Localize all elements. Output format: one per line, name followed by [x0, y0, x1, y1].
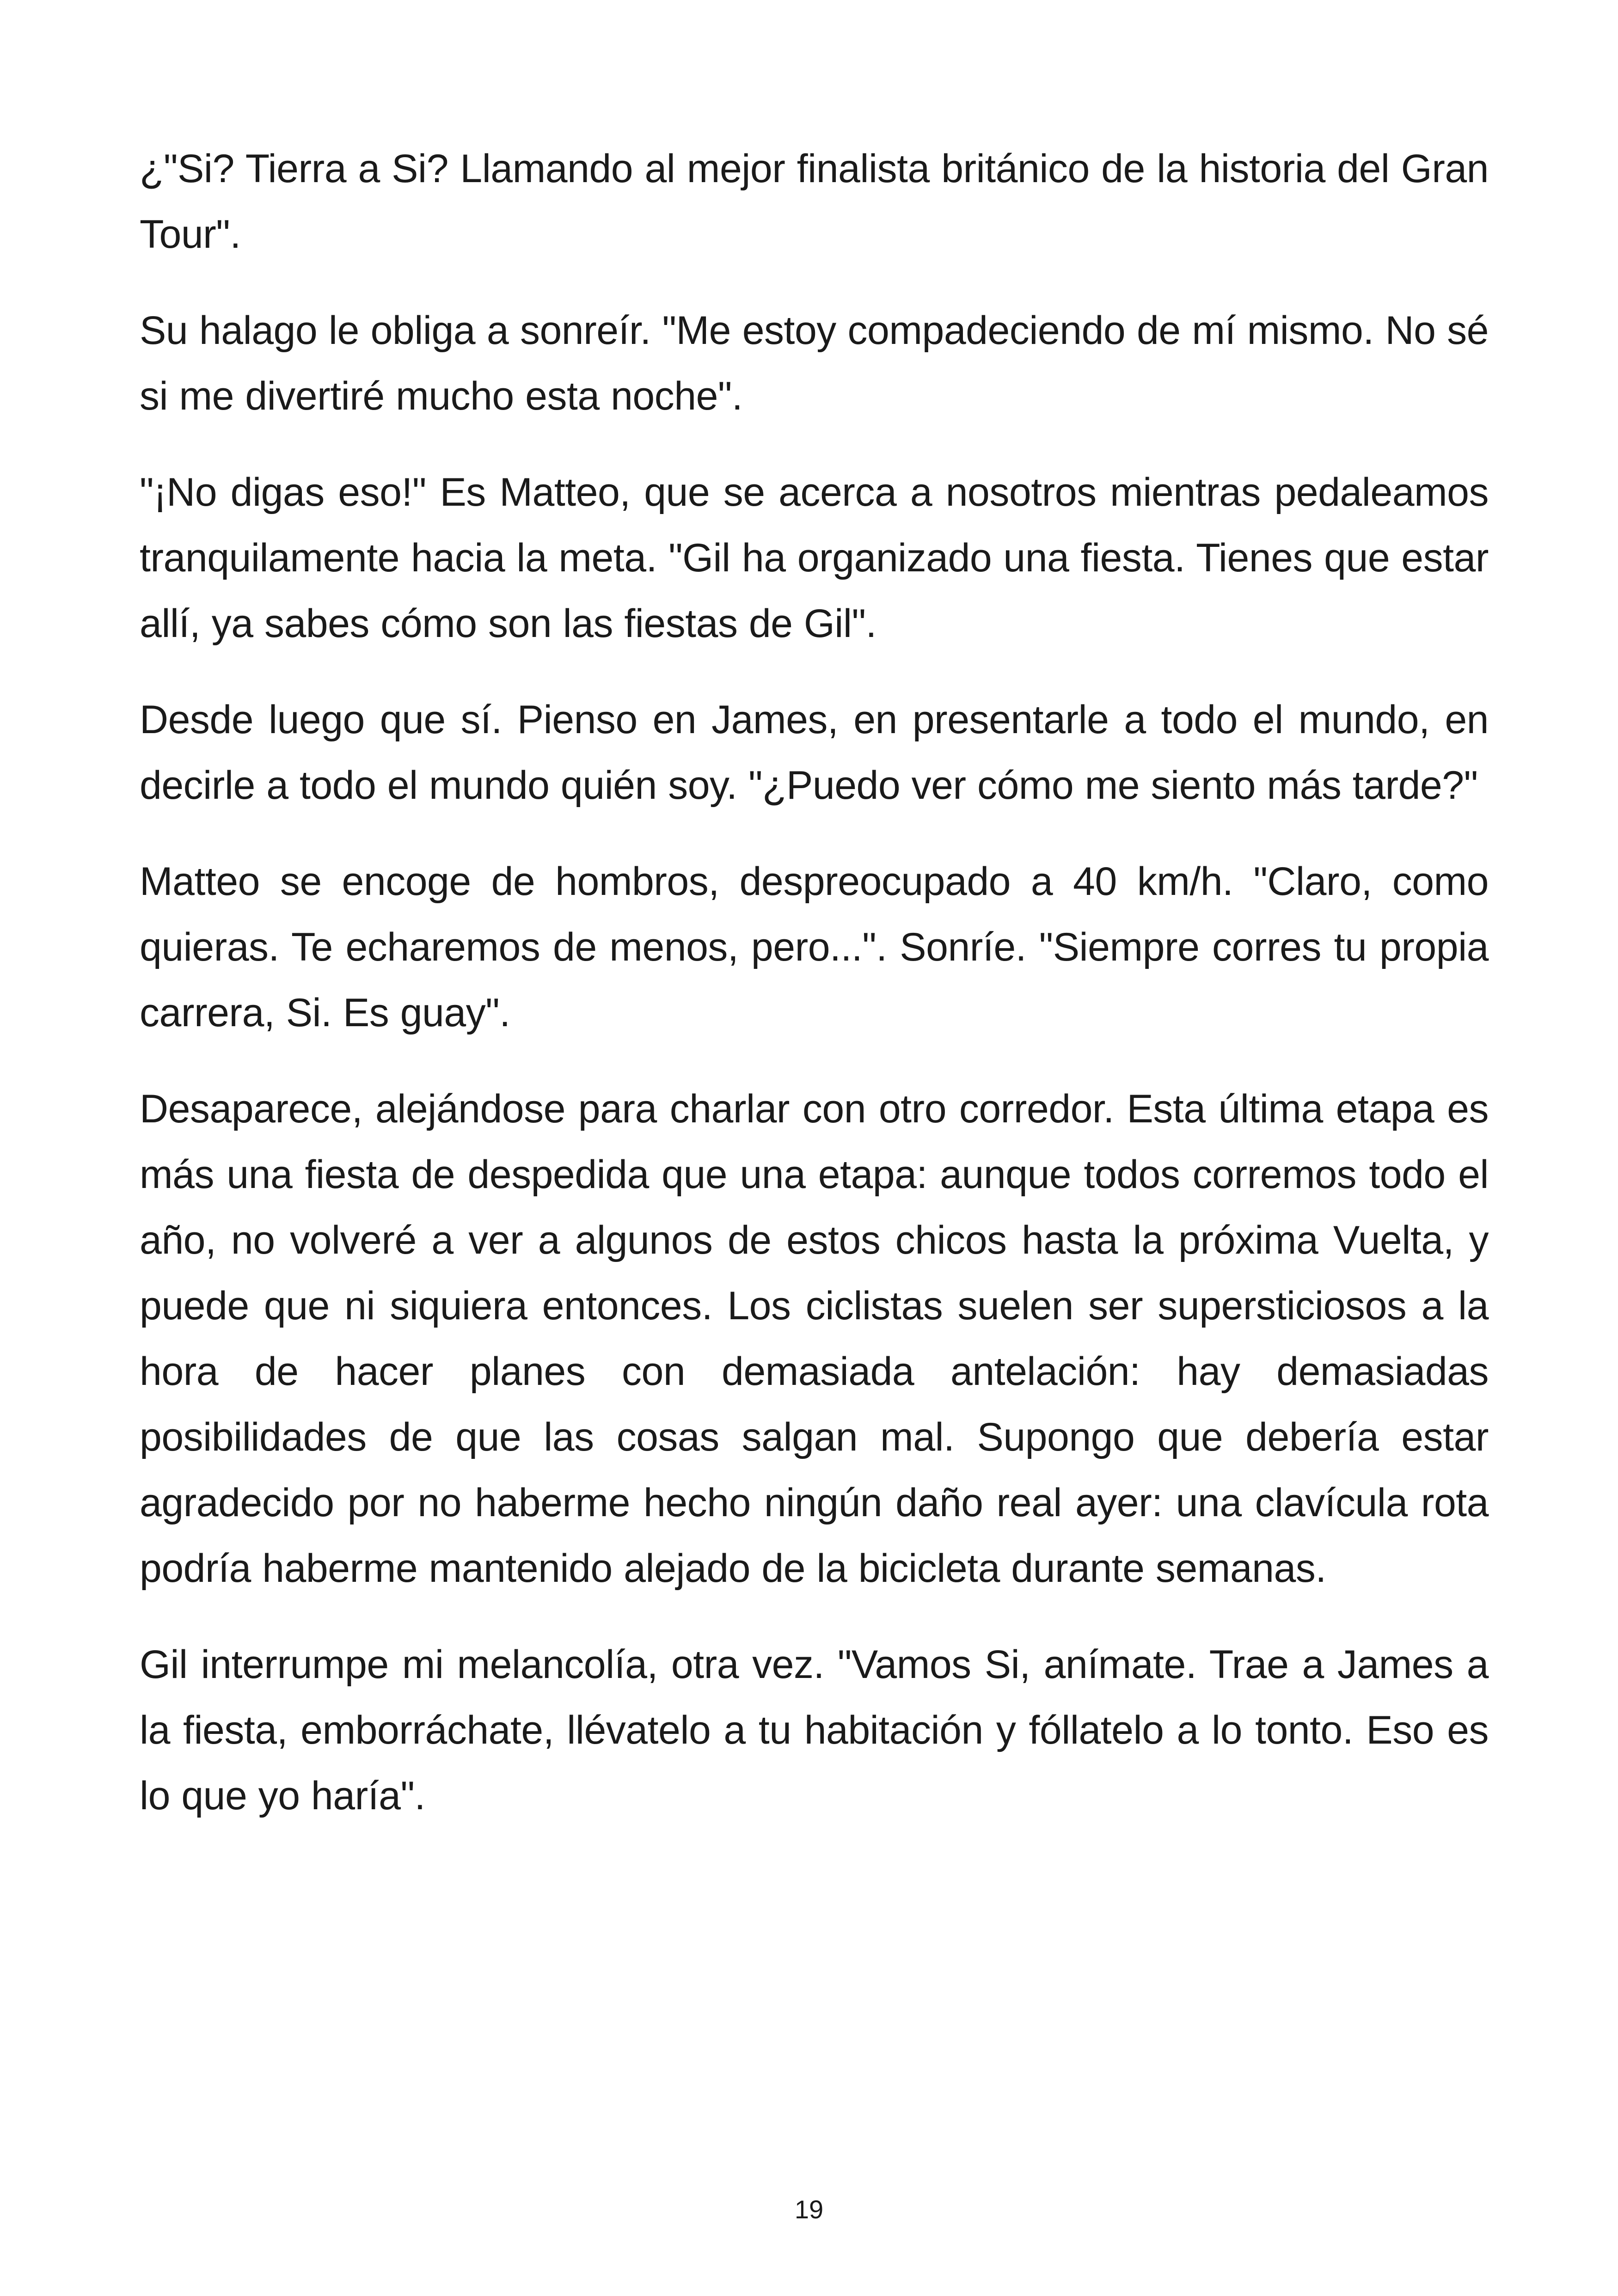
body-text	[140, 136, 1489, 1859]
paragraph-4: Desde luego que sí. Pienso en James, en presentarle a todo el mundo, en decirle a todo el mundo quién soy. "¿Puedo ver cómo me siento más tarde?"	[140, 698, 1489, 808]
paragraph-6: Desaparece, alejándose para charlar con otro corredor. Esta última etapa es más una fiesta de despedida que una etapa: aunque todos corremos todo el año, no volveré a ver a algunos de estos chicos hasta la próxima Vuelta, y puede que ni siquiera entonces. Los ciclistas suelen ser supersticiosos a la hora de hacer planes con demasiada antelación: hay demasiadas posibilidades de que las cosas salgan mal. Supongo que debería estar agradecido por no haberme hecho ningún daño real ayer: una clavícula rota podría haberme mantenido alejado de la bicicleta durante semanas.	[140, 1087, 1489, 1591]
paragraph-3: "¡No digas eso!" Es Matteo, que se acerca a nosotros mientras pedaleamos tranquilamente hacia la meta. "Gil ha organizado una fiesta. Tienes que estar allí, ya sabes cómo son las fiestas de Gil".	[140, 470, 1489, 646]
paragraph-1: ¿"Si? Tierra a Si? Llamando al mejor finalista británico de la historia del Gran Tour".	[140, 147, 1489, 257]
paragraph-7: Gil interrumpe mi melancolía, otra vez. "Vamos Si, anímate. Trae a James a la fiesta, emborráchate, llévatelo a tu habitación y fóllatelo a lo tonto. Eso es lo que yo haría".	[140, 1642, 1489, 1818]
page-number: 19	[794, 2195, 824, 2224]
paragraph-5: Matteo se encoge de hombros, despreocupado a 40 km/h. "Claro, como quieras. Te echaremos de menos, pero...". Sonríe. "Siempre corres tu propia carrera, Si. Es guay".	[140, 859, 1489, 1035]
paragraph-2: Su halago le obliga a sonreír. "Me estoy compadeciendo de mí mismo. No sé si me divertiré mucho esta noche".	[140, 308, 1489, 418]
